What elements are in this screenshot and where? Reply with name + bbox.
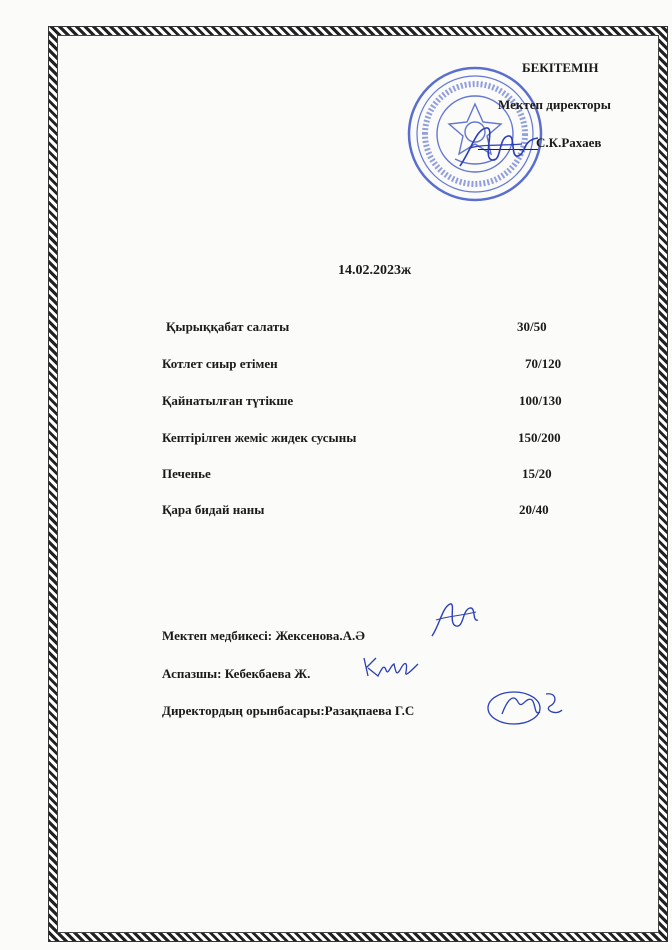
approval-name: С.К.Рахаев (536, 135, 602, 150)
menu-item-name: Котлет сиыр етімен (162, 356, 278, 371)
menu-item-portion: 30/50 (517, 319, 547, 334)
menu-item-portion: 150/200 (518, 430, 561, 445)
menu-item-portion: 15/20 (522, 466, 552, 481)
nurse-signature-label: Мектеп медбикесі: Жексенова.А.Ә (162, 628, 365, 643)
deputy-signature-icon (484, 686, 568, 730)
menu-date: 14.02.2023ж (338, 263, 412, 278)
menu-item-name: Кептірілген жеміс жидек сусыны (162, 430, 357, 445)
director-signature-icon (452, 118, 542, 178)
cook-signature-label: Аспазшы: Кебекбаева Ж. (162, 666, 311, 681)
menu-item-name: Қара бидай наны (162, 502, 265, 517)
menu-item-name: Қырыққабат салаты (166, 319, 290, 334)
inner-border-line (57, 35, 659, 933)
nurse-signature-icon (426, 598, 482, 640)
menu-item-portion: 70/120 (525, 356, 562, 371)
menu-item-name: Печенье (162, 466, 211, 481)
deputy-signature-label: Директордың орынбасары:Разақпаева Г.С (162, 703, 415, 718)
cook-signature-icon (360, 652, 420, 680)
approval-role: Мектеп директоры (498, 97, 611, 112)
menu-item-name: Қайнатылған түтікше (162, 393, 294, 408)
menu-item-portion: 100/130 (519, 393, 562, 408)
approval-title: БЕКІТЕМІН (522, 60, 599, 75)
menu-item-portion: 20/40 (519, 502, 549, 517)
